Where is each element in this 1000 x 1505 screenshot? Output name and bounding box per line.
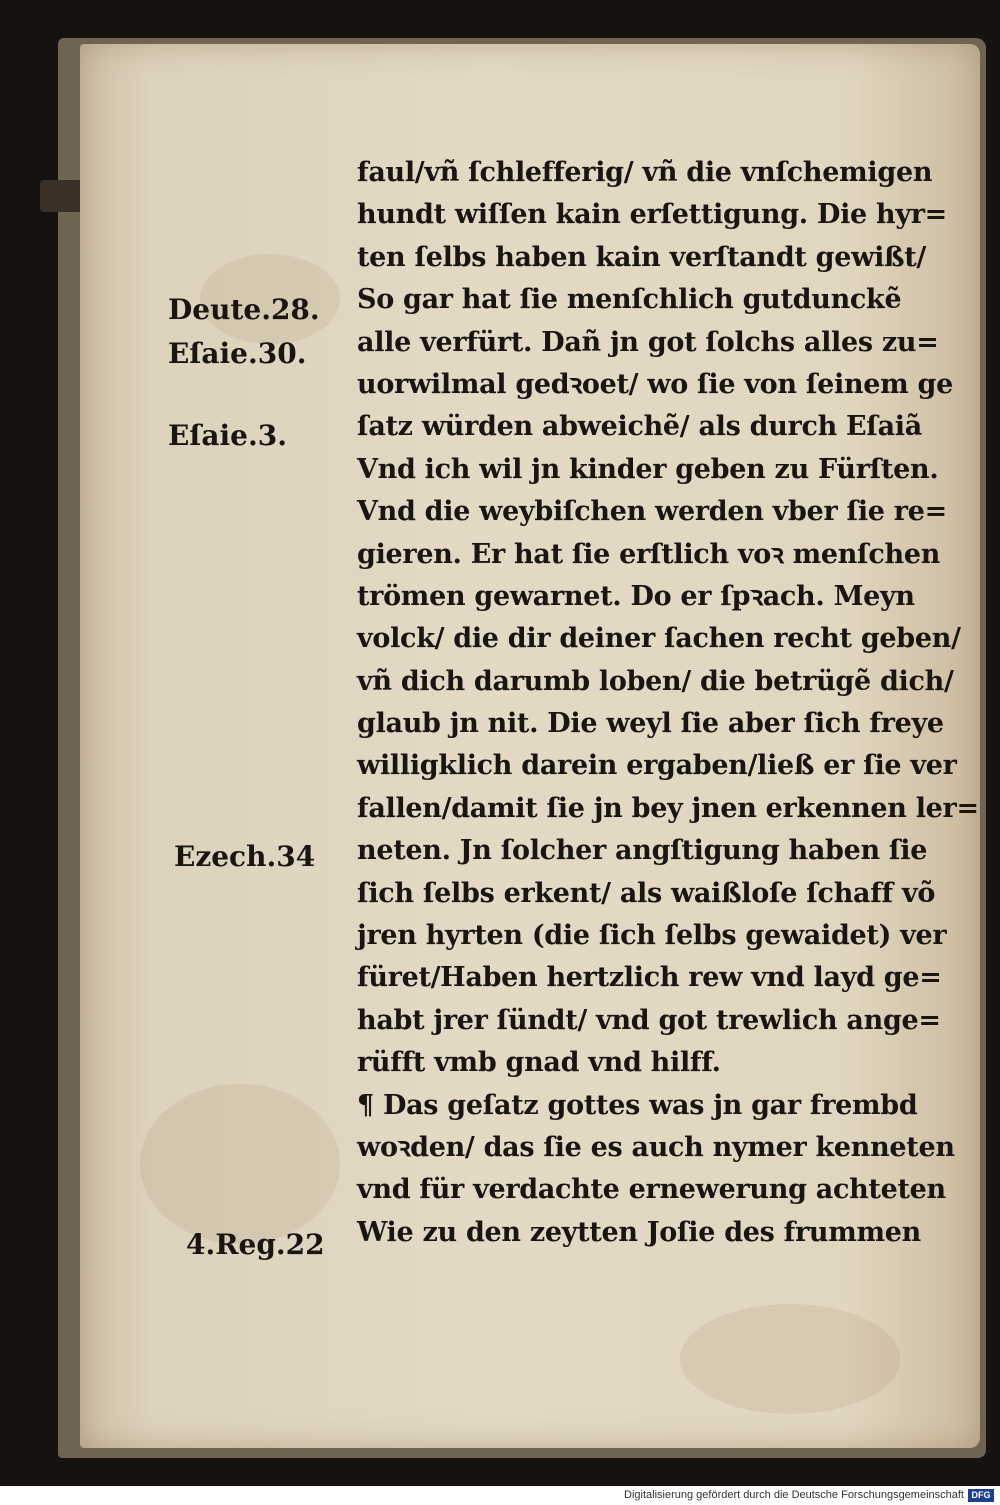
footer-bar — [0, 1486, 1000, 1505]
text-line: rüfft vmb gnad vnd hilff. — [357, 1047, 721, 1079]
text-line: ¶ Das geſatz gottes was jn gar frembd — [357, 1089, 918, 1121]
text-line: Vnd die weybiſchen werden vber ſie re= — [357, 496, 947, 528]
text-line: neten. Jn ſolcher angſtigung haben ſie — [357, 835, 928, 867]
text-line: hundt wiſſen kain erſettigung. Die hyr= — [357, 199, 947, 231]
text-line: gieren. Er hat ſie erſtlich voꝛ menſchen — [357, 538, 941, 570]
text-line: Vnd ich wil jn kinder geben zu Fürſten. — [357, 453, 939, 485]
text-line: vñ dich darumb loben/ die betrügẽ dich/ — [357, 665, 954, 697]
text-line: willigklich darein ergaben/ließ er ſie ver — [357, 750, 957, 782]
text-line: ten ſelbs haben kain verſtandt gewißt/ — [357, 241, 926, 273]
binding-clasp — [40, 180, 82, 212]
dfg-logo: DFG — [968, 1489, 994, 1502]
text-line: faul/vñ ſchlefferig/ vñ die vnſchemigen — [357, 157, 933, 188]
text-line: Wie zu den zeytten Joſie des frummen — [357, 1216, 921, 1248]
margin-note-esaie-30: Eſaie.30. — [168, 337, 307, 370]
text-line: habt jrer ſündt/ vnd got trewlich ange= — [357, 1004, 941, 1036]
text-line: trömen gewarnet. Do er ſpꝛach. Meyn — [357, 580, 915, 612]
paper-stain — [140, 1084, 340, 1244]
text-line: füret/Haben hertzlich rew vnd layd ge= — [357, 962, 942, 994]
margin-note-deute: Deute.28. — [168, 293, 320, 326]
margin-note-ezech: Ezech.34 — [174, 840, 316, 873]
margin-note-esaie-3: Eſaie.3. — [168, 419, 287, 452]
text-line: glaub jn nit. Die weyl ſie aber ſich freye — [357, 708, 944, 740]
text-line: uorwilmal gedꝛoet/ wo ſie von ſeinem ge — [357, 368, 954, 400]
text-line: alle verfürt. Dañ jn got ſolchs alles zu= — [357, 326, 939, 358]
text-line: jren hyrten (die ſich ſelbs gewaidet) ver — [357, 920, 947, 952]
text-line: vnd für verdachte ernewerung achteten — [357, 1174, 946, 1206]
footer-credit: Digitalisierung gefördert durch die Deutsche Forschungsgemeinschaft — [624, 1489, 964, 1501]
text-line: woꝛden/ das ſie es auch nymer kenneten — [357, 1131, 955, 1163]
text-line: So gar hat ſie menſchlich gutdunckẽ — [357, 284, 902, 316]
margin-note-reg: 4.Reg.22 — [186, 1228, 325, 1261]
text-line: fallen/damit ſie jn bey jnen erkennen ler= — [357, 792, 979, 824]
paper-stain — [680, 1304, 900, 1414]
text-line: ſich ſelbs erkent/ als waißloſe ſchaff võ — [357, 877, 936, 909]
body-text — [357, 152, 979, 1254]
text-line: ſatz würden abweichẽ/ als durch Eſaiã — [357, 411, 922, 443]
text-line: volck/ die dir deiner ſachen recht geben/ — [357, 623, 961, 655]
